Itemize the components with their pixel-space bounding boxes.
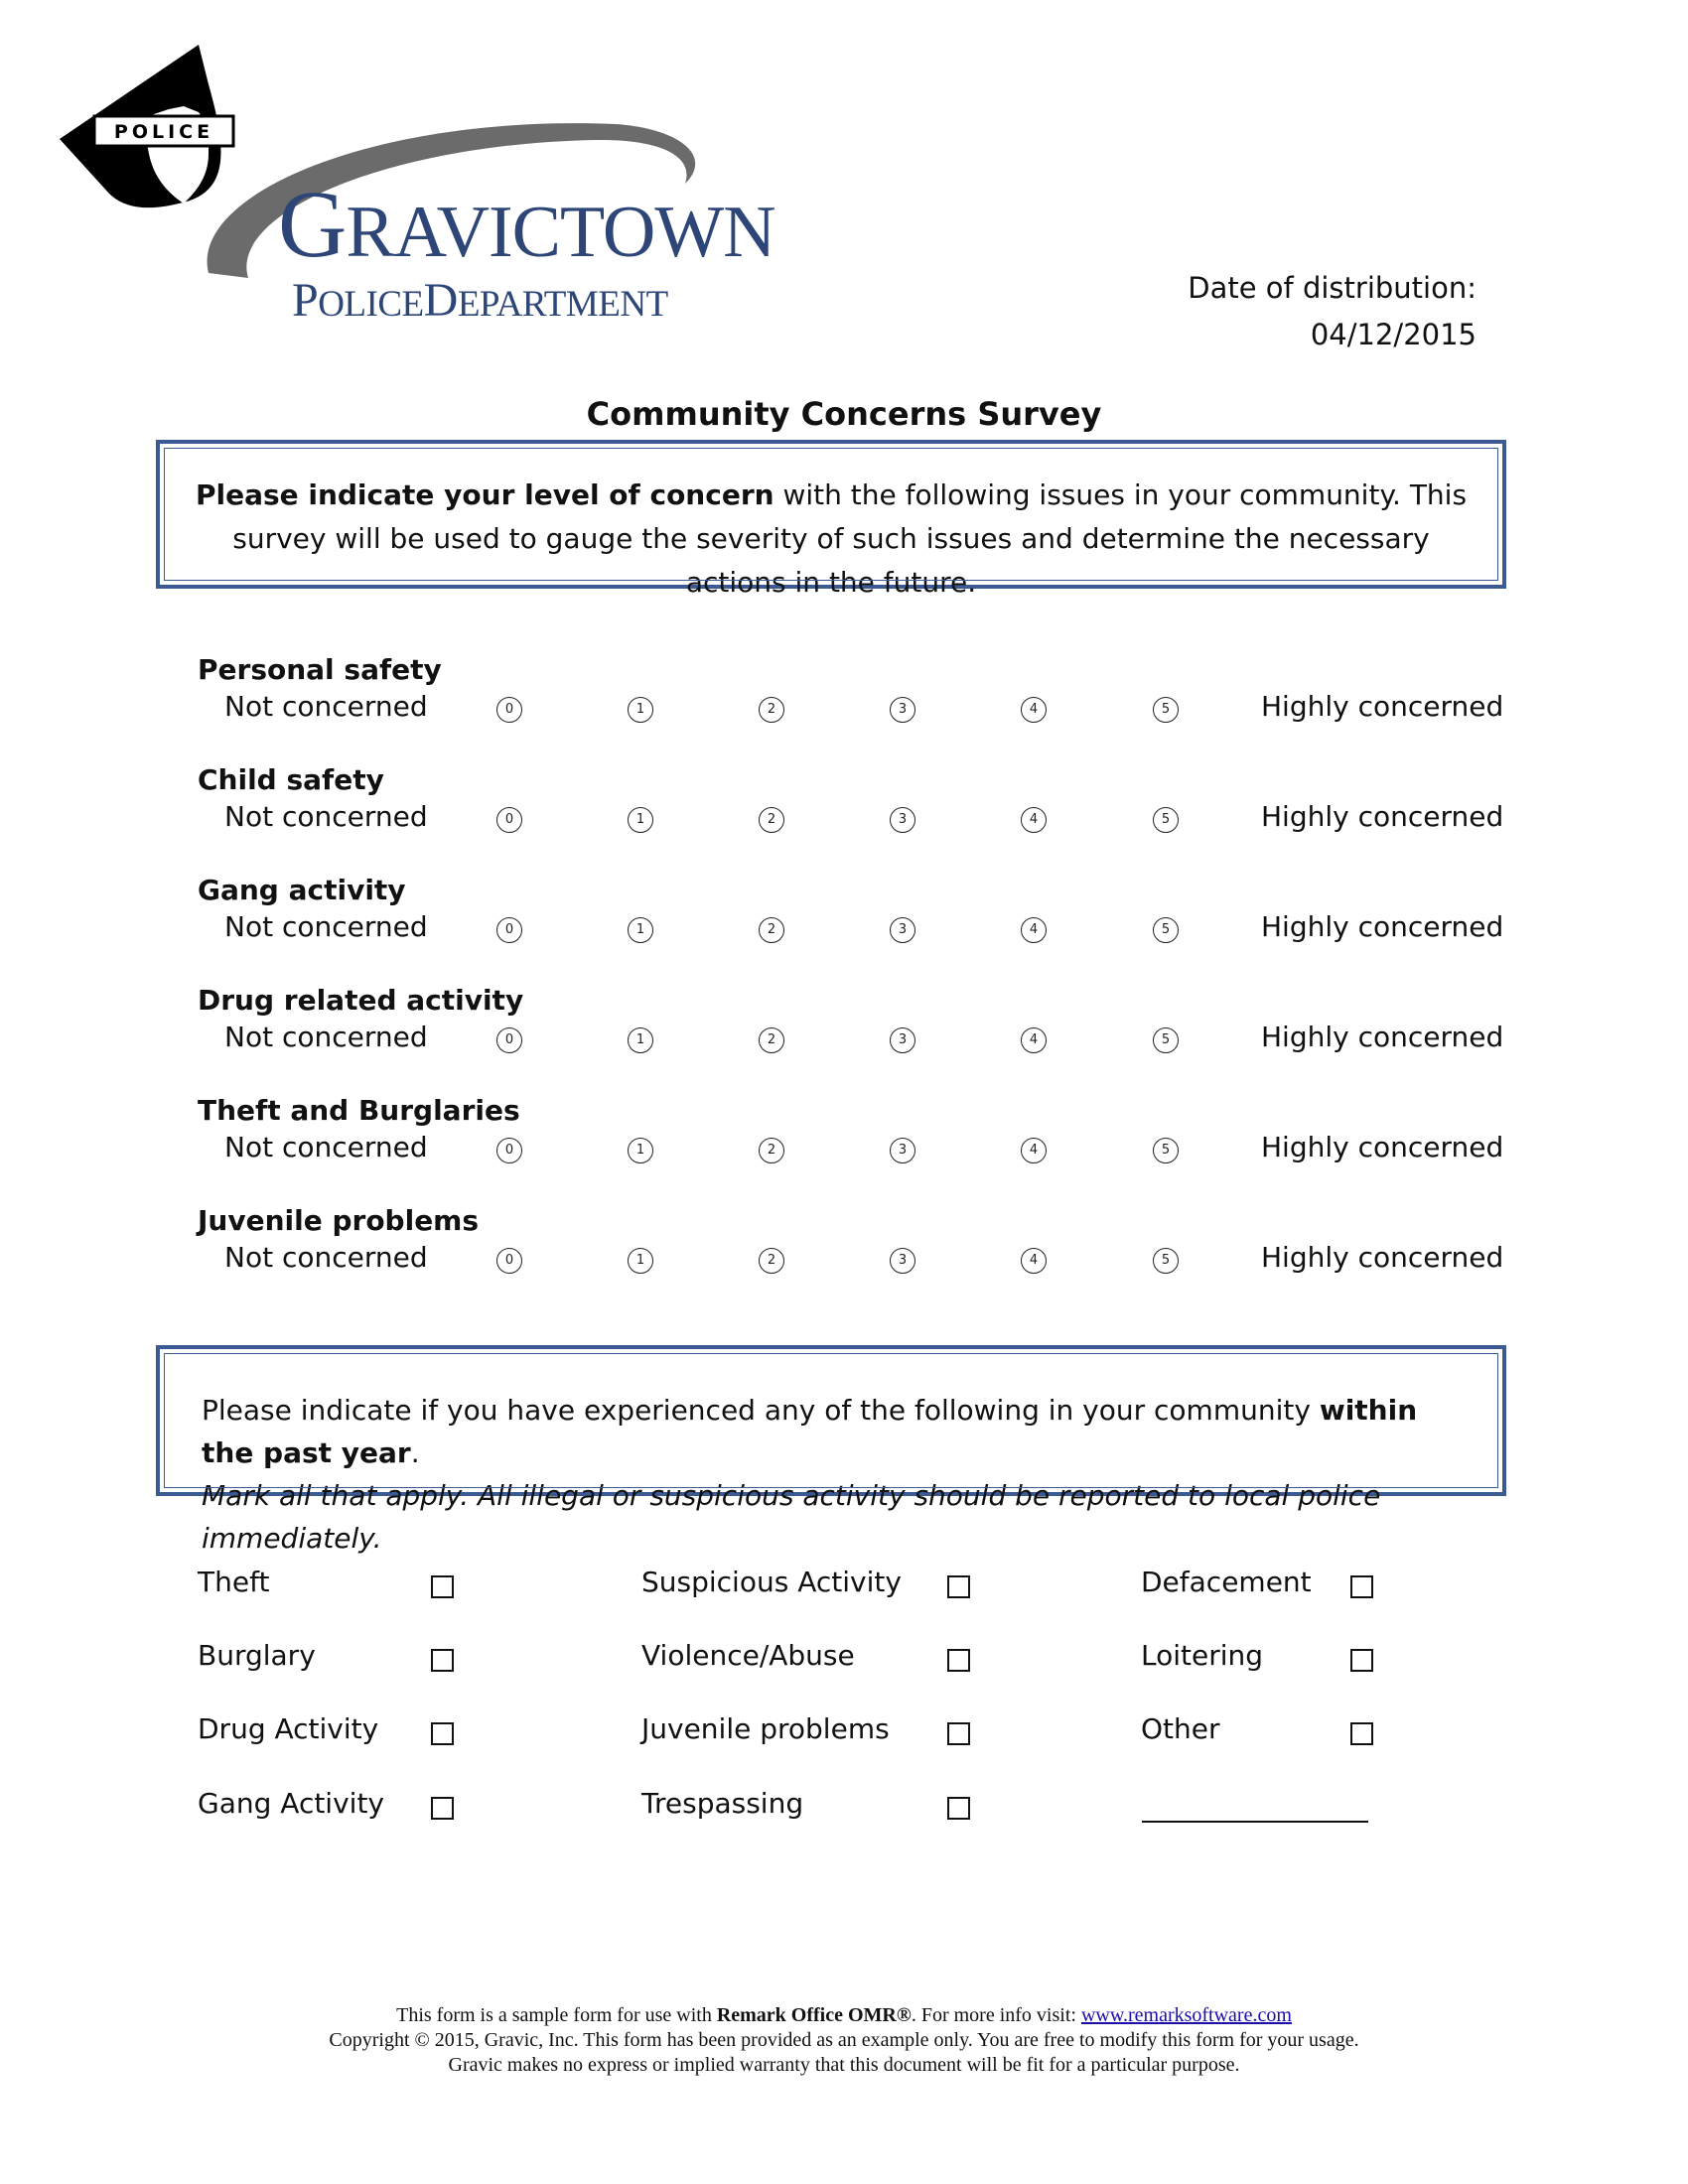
rating-bubble-0[interactable]: 0 [496, 1248, 522, 1274]
footer-line-2: Copyright © 2015, Gravic, Inc. This form has been provided as an example only. You are free to modify this form for your usage. [329, 2029, 1359, 2051]
experience-line1-start: Please indicate if you have experienced any of the following in your community [202, 1394, 1320, 1427]
logo-department [292, 274, 668, 327]
question-child-safety [0, 763, 1688, 873]
checkbox-other[interactable] [1350, 1722, 1373, 1745]
rating-bubble-3[interactable]: 3 [890, 807, 915, 833]
rating-bubble-3[interactable]: 3 [890, 1138, 915, 1163]
scale-low-label: Not concerned [224, 910, 428, 943]
intro-rest: with the following issues in your community. This survey will be used to gauge the severity of such issues and determine the necessary actions in the future. [232, 478, 1468, 599]
rating-bubble-5[interactable]: 5 [1153, 917, 1179, 943]
footer-line1-mid: . For more info visit: [911, 2004, 1081, 2026]
rating-bubble-5[interactable]: 5 [1153, 1138, 1179, 1163]
experience-box [156, 1345, 1506, 1555]
rating-bubble-4[interactable]: 4 [1021, 917, 1047, 943]
question-label: Theft and Burglaries [198, 1094, 520, 1127]
rating-bubble-5[interactable]: 5 [1153, 697, 1179, 723]
rating-bubble-4[interactable]: 4 [1021, 1138, 1047, 1163]
scale-high-label: Highly concerned [1261, 1021, 1504, 1053]
question-label: Child safety [198, 763, 384, 796]
question-label: Drug related activity [198, 984, 524, 1017]
logo-name [278, 171, 775, 277]
rating-bubble-2[interactable]: 2 [759, 697, 784, 723]
checkbox-label-theft: Theft [198, 1566, 270, 1598]
logo-name-rest: RAVICTOWN [346, 192, 775, 273]
rating-bubble-4[interactable]: 4 [1021, 1027, 1047, 1053]
footer-line-1 [0, 2003, 1688, 2028]
date-label: Date of distribution: [1188, 271, 1477, 305]
checkbox-label-gang-activity: Gang Activity [198, 1787, 384, 1820]
intro-text [190, 474, 1473, 605]
date-value: 04/12/2015 [1310, 318, 1477, 351]
checkbox-gang-activity[interactable] [431, 1797, 454, 1820]
checkbox-burglary[interactable] [431, 1649, 454, 1672]
rating-bubble-2[interactable]: 2 [759, 1027, 784, 1053]
rating-bubble-1[interactable]: 1 [628, 1248, 653, 1274]
question-drug-activity [0, 984, 1688, 1093]
question-label: Personal safety [198, 653, 442, 686]
logo-dept-rest-2: EPARTMENT [457, 284, 668, 325]
rating-bubble-0[interactable]: 0 [496, 917, 522, 943]
scale-high-label: Highly concerned [1261, 910, 1504, 943]
checkbox-defacement[interactable] [1350, 1575, 1373, 1598]
footer [0, 2003, 1688, 2078]
scale-low-label: Not concerned [224, 800, 428, 833]
rating-bubble-2[interactable]: 2 [759, 1248, 784, 1274]
footer-line1-start: This form is a sample form for use with [396, 2004, 717, 2026]
rating-bubble-4[interactable]: 4 [1021, 1248, 1047, 1274]
checkbox-drug-activity[interactable] [431, 1722, 454, 1745]
checkbox-label-juvenile-problems: Juvenile problems [641, 1712, 890, 1745]
scale-high-label: Highly concerned [1261, 1131, 1504, 1163]
logo-name-initial: G [278, 171, 347, 277]
experience-line1-end: . [410, 1436, 420, 1469]
question-gang-activity [0, 874, 1688, 983]
checkbox-label-suspicious-activity: Suspicious Activity [641, 1566, 902, 1598]
logo-dept-initial-2: D [423, 274, 458, 327]
logo-dept-initial-1: P [292, 274, 319, 327]
rating-bubble-1[interactable]: 1 [628, 1138, 653, 1163]
rating-bubble-0[interactable]: 0 [496, 807, 522, 833]
experience-text [202, 1389, 1473, 1560]
rating-bubble-2[interactable]: 2 [759, 917, 784, 943]
scale-low-label: Not concerned [224, 1021, 428, 1053]
other-write-in-line[interactable] [1142, 1821, 1368, 1823]
badge-text: POLICE [113, 121, 214, 143]
rating-bubble-4[interactable]: 4 [1021, 807, 1047, 833]
question-label: Juvenile problems [198, 1204, 480, 1237]
rating-bubble-3[interactable]: 3 [890, 917, 915, 943]
survey-title: Community Concerns Survey [586, 395, 1102, 433]
rating-bubble-3[interactable]: 3 [890, 1248, 915, 1274]
checkbox-loitering[interactable] [1350, 1649, 1373, 1672]
rating-bubble-1[interactable]: 1 [628, 807, 653, 833]
checkbox-label-loitering: Loitering [1141, 1639, 1264, 1672]
question-label: Gang activity [198, 874, 406, 906]
logo-dept-rest-1: OLICE [318, 284, 424, 325]
scale-low-label: Not concerned [224, 1131, 428, 1163]
intro-bold: Please indicate your level of concern [195, 478, 774, 511]
checkbox-label-defacement: Defacement [1141, 1566, 1312, 1598]
intro-box [156, 440, 1506, 599]
scale-low-label: Not concerned [224, 690, 428, 723]
experience-line1-bold: within the past year [202, 1394, 1418, 1469]
rating-bubble-3[interactable]: 3 [890, 1027, 915, 1053]
checkbox-juvenile-problems[interactable] [947, 1722, 970, 1745]
question-personal-safety [0, 653, 1688, 762]
footer-website-link[interactable]: www.remarksoftware.com [1080, 2004, 1292, 2026]
checkbox-violence-abuse[interactable] [947, 1649, 970, 1672]
rating-bubble-4[interactable]: 4 [1021, 697, 1047, 723]
checkbox-label-burglary: Burglary [198, 1639, 316, 1672]
rating-bubble-2[interactable]: 2 [759, 807, 784, 833]
checkbox-suspicious-activity[interactable] [947, 1575, 970, 1598]
rating-bubble-0[interactable]: 0 [496, 1138, 522, 1163]
question-theft-burglaries [0, 1094, 1688, 1203]
rating-bubble-5[interactable]: 5 [1153, 807, 1179, 833]
checkbox-label-other: Other [1141, 1712, 1220, 1745]
footer-product-name: Remark Office OMR® [716, 2004, 912, 2026]
scale-low-label: Not concerned [224, 1241, 428, 1274]
scale-high-label: Highly concerned [1261, 690, 1504, 723]
footer-line-3: Gravic makes no express or implied warranty that this document will be fit for a particular purpose. [448, 2054, 1240, 2076]
checkbox-trespassing[interactable] [947, 1797, 970, 1820]
rating-bubble-1[interactable]: 1 [628, 697, 653, 723]
rating-bubble-2[interactable]: 2 [759, 1138, 784, 1163]
experience-instruction: Mark all that apply. All illegal or suspicious activity should be reported to local police immediately. [202, 1479, 1381, 1555]
scale-high-label: Highly concerned [1261, 800, 1504, 833]
checkbox-label-drug-activity: Drug Activity [198, 1712, 379, 1745]
rating-bubble-5[interactable]: 5 [1153, 1027, 1179, 1053]
checkbox-label-violence-abuse: Violence/Abuse [641, 1639, 855, 1672]
question-juvenile-problems [0, 1204, 1688, 1313]
checkbox-label-trespassing: Trespassing [641, 1787, 804, 1820]
rating-bubble-5[interactable]: 5 [1153, 1248, 1179, 1274]
rating-bubble-1[interactable]: 1 [628, 1027, 653, 1053]
checkbox-theft[interactable] [431, 1575, 454, 1598]
rating-bubble-0[interactable]: 0 [496, 697, 522, 723]
rating-bubble-1[interactable]: 1 [628, 917, 653, 943]
scale-high-label: Highly concerned [1261, 1241, 1504, 1274]
rating-bubble-0[interactable]: 0 [496, 1027, 522, 1053]
rating-bubble-3[interactable]: 3 [890, 697, 915, 723]
